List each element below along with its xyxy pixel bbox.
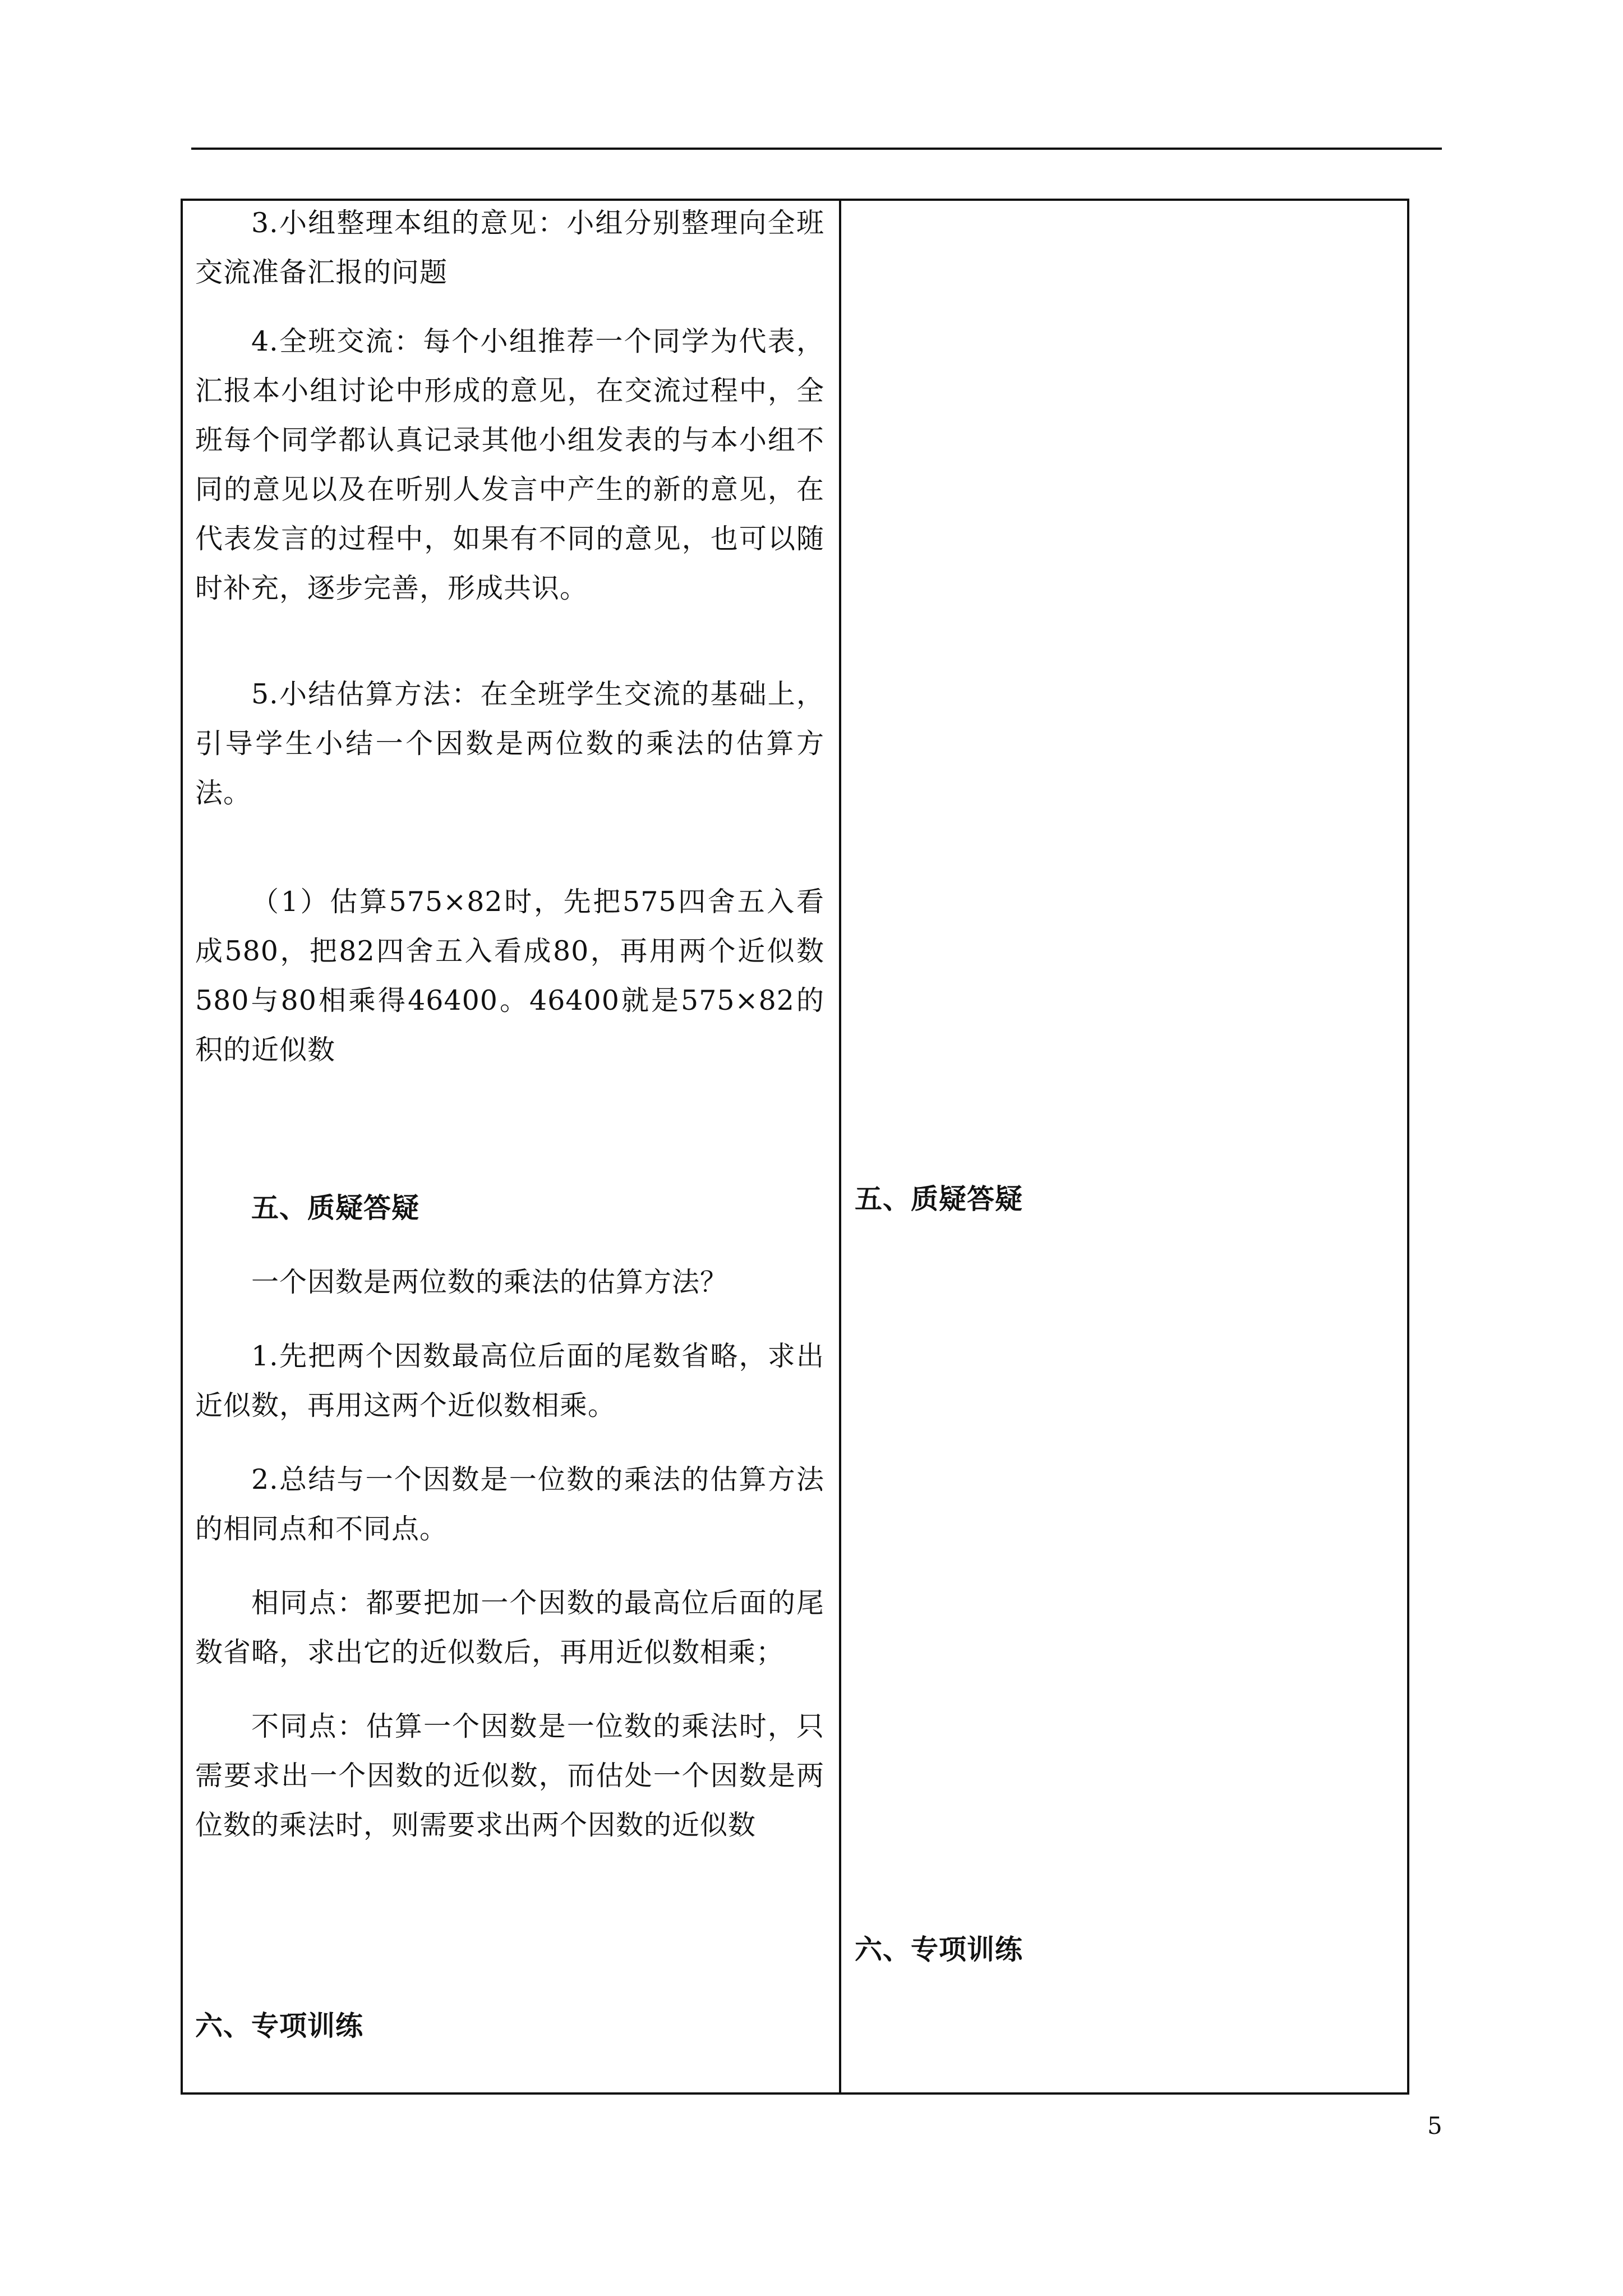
similarity-text: 相同点：都要把加一个因数的最高位后面的尾数省略，求出它的近似数后，再用近似数相乘； [195, 1587, 824, 1668]
page-number: 5 [1427, 2112, 1442, 2139]
right-heading-6: 六、专项训练 [855, 1934, 1023, 1966]
section-heading-6: 六、专项训练 [195, 2010, 364, 2042]
paragraph-example-1: （1）估算575×82时，先把575四舍五入看成580，把82四舍五入看成80，再用两个近似数580与80相乘得46400。46400就是575×82的积的近似数 [195, 886, 824, 1066]
paragraph-step-3: 3.小组整理本组的意见：小组分别整理向全班交流准备汇报的问题 [195, 207, 824, 288]
answer-point-2: 2.总结与一个因数是一位数的乘法的估算方法的相同点和不同点。 [195, 1464, 824, 1545]
paragraph-step-5: 5.小结估算方法：在全班学生交流的基础上，引导学生小结一个因数是两位数的乘法的估算方法。 [195, 678, 824, 809]
right-heading-5: 五、质疑答疑 [855, 1183, 1023, 1215]
question-text: 一个因数是两位数的乘法的估算方法？ [251, 1266, 728, 1298]
paragraph-step-4: 4.全班交流：每个小组推荐一个同学为代表，汇报本小组讨论中形成的意见，在交流过程中，全班每个同学都认真记录其他小组发表的与本小组不同的意见以及在听别人发言中产生的新的意见，在代表发言的过程中，如果有不同的意见，也可以随时补充，逐步完善，形成共识。 [195, 325, 824, 604]
section-heading-5: 五、质疑答疑 [251, 1192, 420, 1224]
difference-text: 不同点：估算一个因数是一位数的乘法时，只需要求出一个因数的近似数，而估处一个因数是两位数的乘法时，则需要求出两个因数的近似数 [195, 1710, 824, 1841]
column-divider [839, 199, 841, 2095]
header-rule [191, 148, 1442, 150]
answer-point-1: 1.先把两个因数最高位后面的尾数省略，求出近似数，再用这两个近似数相乘。 [195, 1340, 824, 1421]
